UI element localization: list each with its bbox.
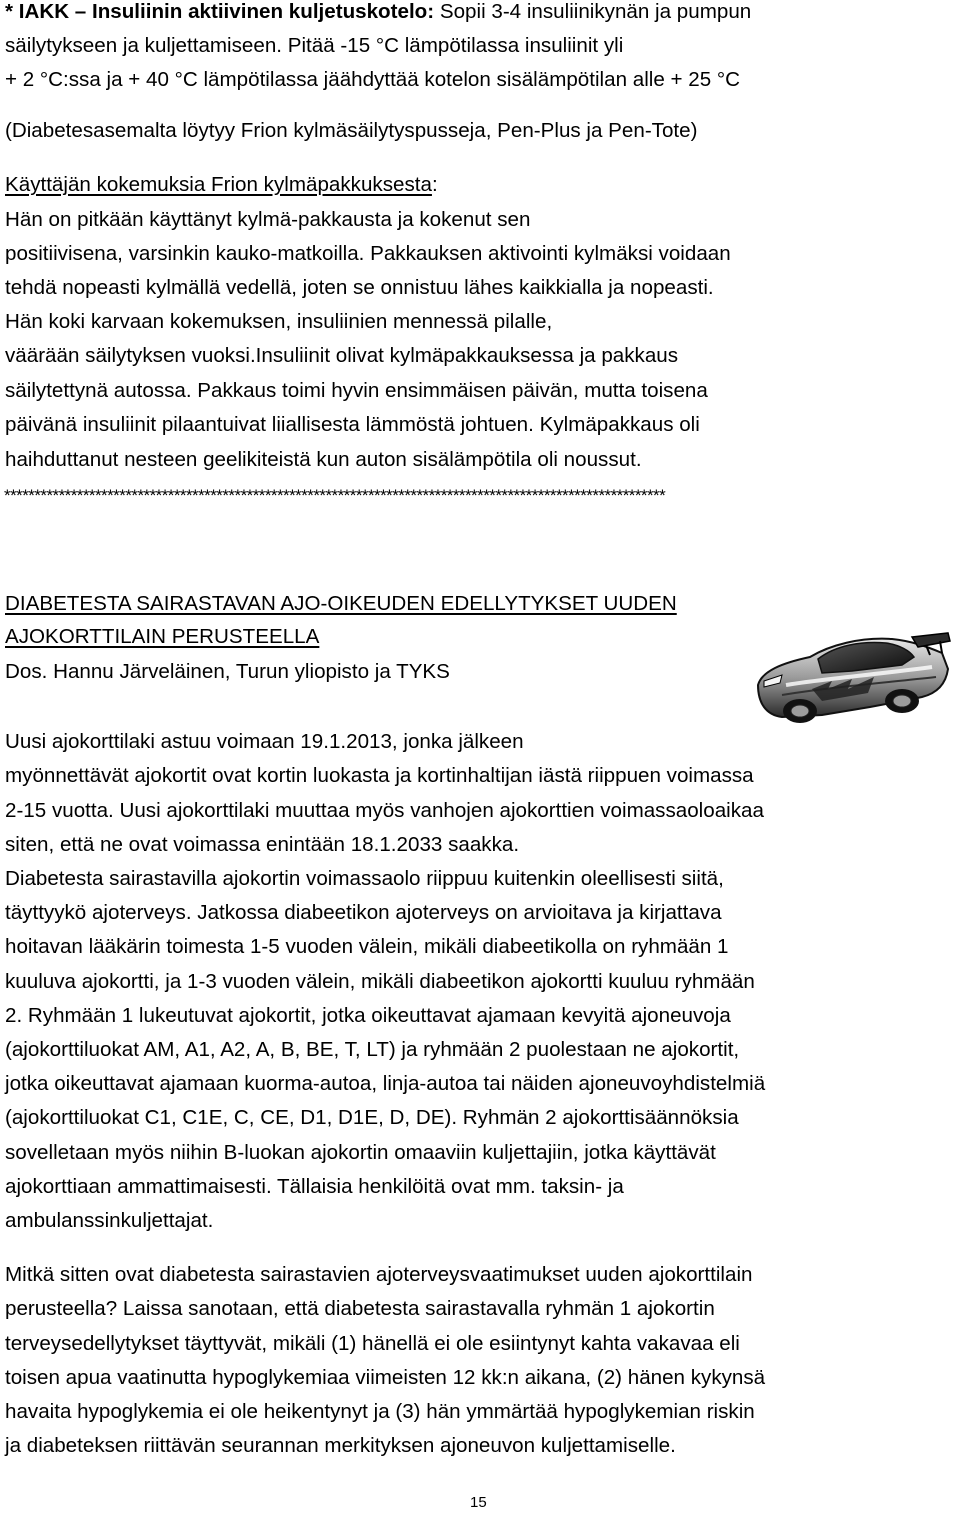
article-p1-line-4: siten, että ne ovat voimassa enintään 18.1.2033 saakka.	[5, 833, 520, 856]
iakk-lead: * IAKK – Insuliinin aktiivinen kuljetuskotelo:	[5, 0, 435, 23]
article-p1-line-8: kuuluva ajokortti, ja 1-3 vuoden välein, mikäli diabeetikon ajokortti kuuluu ryhmään	[5, 970, 755, 993]
article-p2-line-5: havaita hypoglykemia ei ole heikentynyt ja (3) hän ymmärtää hypoglykemian riskin	[5, 1400, 755, 1423]
article-p1-line-7: hoitavan lääkärin toimesta 1-5 vuoden välein, mikäli diabeetikolla on ryhmään 1	[5, 935, 729, 958]
article-p2-line-6: ja diabeteksen riittävän seurannan merkityksen ajoneuvon kuljettamiselle.	[5, 1434, 676, 1457]
article-p2-line-2: perusteella? Laissa sanotaan, että diabetesta sairastavalla ryhmän 1 ajokortin	[5, 1297, 715, 1320]
article-p1-line-3: 2-15 vuotta. Uusi ajokorttilaki muuttaa myös vanhojen ajokorttien voimassaoloaikaa	[5, 799, 764, 822]
article-p1-line-6: täyttyykö ajoterveys. Jatkossa diabeetikon ajoterveys on arvioitava ja kirjattava	[5, 901, 722, 924]
article-title-line-2: AJOKORTTILAIN PERUSTEELLA	[5, 625, 320, 648]
frion-heading	[5, 173, 438, 197]
article-p1-line-10: (ajokorttiluokat AM, A1, A2, A, B, BE, T, LT) ja ryhmään 2 puolestaan ne ajokortit,	[5, 1038, 740, 1061]
article-p2-line-4: toisen apua vaatinutta hypoglykemiaa viimeisten 12 kk:n aikana, (2) hänen kykynsä	[5, 1366, 766, 1389]
frion-line-5: väärään säilytyksen vuoksi.Insuliinit olivat kylmäpakkauksessa ja pakkaus	[5, 344, 679, 367]
article-p1-line-9: 2. Ryhmään 1 lukeutuvat ajokortit, jotka oikeuttavat ajamaan kevyitä ajoneuvoja	[5, 1004, 731, 1027]
article-p1-line-14: ajokorttiaan ammattimaisesti. Tällaisia henkilöitä ovat mm. taksin- ja	[5, 1175, 624, 1198]
article-p1-line-2: myönnettävät ajokortit ovat kortin luokasta ja kortinhaltijan iästä riippuen voimassa	[5, 764, 754, 787]
frion-line-8: haihduttanut nesteen geelikiteistä kun auton sisälämpötila oli noussut.	[5, 448, 642, 471]
article-p1-line-11: jotka oikeuttavat ajamaan kuorma-autoa, linja-autoa tai näiden ajoneuvoyhdistelmiä	[5, 1072, 766, 1095]
frion-line-1: Hän on pitkään käyttänyt kylmä-pakkausta ja kokenut sen	[5, 208, 531, 231]
iakk-line-2: säilytykseen ja kuljettamiseen. Pitää -15 °C lämpötilassa insuliinit yli	[5, 34, 624, 57]
frion-line-2: positiivisena, varsinkin kauko-matkoilla. Pakkauksen aktivointi kylmäksi voidaan	[5, 242, 731, 265]
article-p1-line-12: (ajokorttiluokat C1, C1E, C, CE, D1, D1E, D, DE). Ryhmän 2 ajokorttisäännöksia	[5, 1106, 739, 1129]
iakk-line-3: + 2 °C:ssa ja + 40 °C lämpötilassa jäähdyttää kotelon sisälämpötilan alle + 25 °C	[5, 68, 741, 91]
article-p1-line-1: Uusi ajokorttilaki astuu voimaan 19.1.2013, jonka jälkeen	[5, 730, 524, 753]
article-p1-line-15: ambulanssinkuljettajat.	[5, 1209, 214, 1232]
article-p2-line-1: Mitkä sitten ovat diabetesta sairastavien ajoterveysvaatimukset uuden ajokorttilain	[5, 1263, 753, 1286]
article-p1-line-5: Diabetesta sairastavilla ajokortin voimassaolo riippuu kuitenkin oleellisesti siitä,	[5, 867, 724, 890]
frion-heading-text: Käyttäjän kokemuksia Frion kylmäpakkuksesta	[5, 173, 432, 196]
frion-line-6: säilytettynä autossa. Pakkaus toimi hyvin ensimmäisen päivän, mutta toisena	[5, 379, 708, 402]
frion-line-4: Hän koki karvaan kokemuksen, insuliinien mennessä pilalle,	[5, 310, 553, 333]
article-p2-line-3: terveysedellytykset täyttyvät, mikäli (1) hänellä ei ole esiintynyt kahta vakavaa eli	[5, 1332, 740, 1355]
article-title-line-1: DIABETESTA SAIRASTAVAN AJO-OIKEUDEN EDELLYTYKSET UUDEN	[5, 592, 677, 615]
race-car-illustration	[752, 623, 952, 726]
frion-line-3: tehdä nopeasti kylmällä vedellä, joten se onnistuu lähes kaikkialla ja nopeasti.	[5, 276, 714, 299]
article-p1-line-13: sovelletaan myös niihin B-luokan ajokortin omaaviin kuljettajiin, jotka käyttävät	[5, 1141, 716, 1164]
frion-heading-colon: :	[431, 173, 438, 196]
separator-asterisks: *************************************************************************************************************	[4, 486, 666, 505]
page-number: 15	[470, 1494, 487, 1511]
iakk-line-1-rest: Sopii 3-4 insuliinikynän ja pumpun	[434, 0, 752, 23]
frion-line-7: päivänä insuliinit pilaantuivat liiallisesta lämmöstä johtuen. Kylmäpakkaus oli	[5, 413, 700, 436]
iakk-line-1	[5, 0, 751, 24]
article-author: Dos. Hannu Järveläinen, Turun yliopisto ja TYKS	[5, 660, 450, 683]
iakk-line-4: (Diabetesasemalta löytyy Frion kylmäsäilytyspusseja, Pen-Plus ja Pen-Tote)	[5, 119, 698, 142]
